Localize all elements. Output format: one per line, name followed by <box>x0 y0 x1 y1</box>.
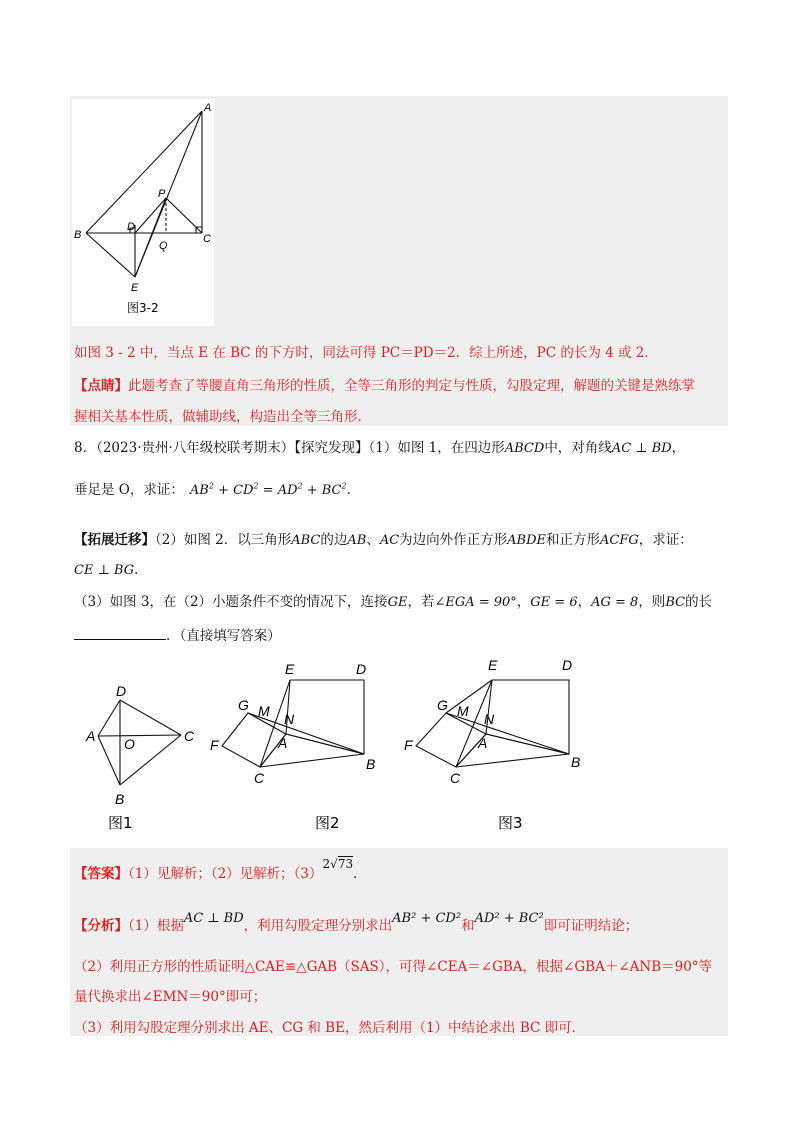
point-label-e: E <box>131 282 139 294</box>
answer-text: （1）见解析；（2）见解析；（3） <box>128 866 323 882</box>
eq-term-ab: AB <box>189 483 209 498</box>
fig2-label-c: C <box>254 770 265 786</box>
fig1-caption: 图1 <box>108 814 133 832</box>
point-label-c: C <box>203 233 211 245</box>
fig3-square-abde <box>486 680 569 754</box>
analysis-l1-c: 和 <box>461 918 475 934</box>
fig1-label-d: D <box>116 683 127 699</box>
analysis-l1-b: ，利用勾股定理分别求出 <box>243 918 393 934</box>
part3-a: （3）如图 3，在（2）小题条件不变的情况下，连接 <box>74 594 388 610</box>
equation-1: $AB^2 + CD^2 = AD^2 + BC^2$ <box>189 481 347 498</box>
point-label-a: A <box>204 102 212 114</box>
fig1-dc <box>120 700 181 735</box>
fig3-label-a: A <box>478 735 488 751</box>
square-acfg: ACFG <box>600 533 639 548</box>
dianjing-line-1 <box>74 374 695 394</box>
problem-8-mid: 中，对角线 <box>544 440 612 456</box>
dianjing-text-1: 此题考查了等腰直角三角形的性质，全等三角形的判定与性质，勾股定理，解题的关键是熟练掌 <box>128 378 695 394</box>
fig1-label-a: A <box>86 728 96 744</box>
fig1-label-c: C <box>184 728 195 744</box>
part3-e: ，则 <box>638 594 666 610</box>
ge-value: GE = 6 <box>530 595 578 610</box>
answer-radicand: 73 <box>337 857 354 871</box>
part3-d: ， <box>577 594 592 610</box>
condition-ce-perp-bg: CE ⊥ BG <box>74 563 135 578</box>
angle-ega: ∠EGA = 90° <box>434 595 517 610</box>
ext-a: （2）如图 2．以三角形 <box>155 532 292 548</box>
part3-c: ， <box>516 594 531 610</box>
side-ab: AB <box>347 533 367 548</box>
fig3-caption: 图3 <box>498 814 523 832</box>
eq-term-bc: + BC <box>302 483 342 498</box>
fig2-gb <box>248 713 364 754</box>
problem-8-line-5 <box>74 590 712 610</box>
analysis-line-1 <box>74 911 639 934</box>
fig3-triangle-abc <box>456 734 569 767</box>
line4-period: ． <box>134 562 148 578</box>
answer-line <box>74 857 367 882</box>
fig3-label-b: B <box>571 754 581 770</box>
answer-value <box>323 857 354 871</box>
dianjing-line-2: 握相关基本性质，做辅助线，构造出全等三角形． <box>74 409 371 425</box>
extension-tag: 【拓展迁移】 <box>74 532 155 548</box>
figure-1-lines <box>98 700 181 785</box>
fig2-label-a: A <box>278 735 288 751</box>
fig1-ad <box>98 700 120 736</box>
analysis-l1-d: 即可证明结论； <box>543 918 639 934</box>
point-label-p: P <box>158 188 166 200</box>
fig3-label-n: N <box>484 711 495 727</box>
ext-c: 、 <box>366 532 380 548</box>
fig2-triangle-abc <box>260 734 364 767</box>
analysis-condition: AC ⊥ BD <box>183 911 244 926</box>
ext-b: 的边 <box>320 532 348 548</box>
square-abde: ABDE <box>507 533 547 548</box>
problem-8-line-3 <box>74 528 693 548</box>
fill-instruction: ．（直接填写答案） <box>166 628 281 644</box>
fig1-ac <box>98 735 181 736</box>
fig3-label-d: D <box>562 657 573 673</box>
analysis-expr-1: AB² + CD² <box>392 911 462 926</box>
problem-8-line-6 <box>74 624 281 644</box>
fig3-label-m: M <box>457 703 469 719</box>
fig1-label-b: B <box>115 791 125 807</box>
eq-term-ad: = AD <box>258 483 298 498</box>
analysis-line-2: （2）利用正方形的性质证明△CAE≌△GAB（SAS），可得∠CEA＝∠GBA，根据∠GBA＋∠ANB＝90°等 <box>74 959 713 975</box>
segment-bc: BC <box>665 595 686 610</box>
figure-caption: 图3-2 <box>127 301 159 315</box>
ext-d: 为边向外作正方形 <box>399 532 508 548</box>
analysis-tag: 【分析】 <box>74 918 128 934</box>
point-label-d: D <box>127 221 135 233</box>
fig1-label-o: O <box>124 736 135 752</box>
figures-1-3 <box>80 652 600 842</box>
problem-8-period: ． <box>346 482 361 498</box>
problem-8-intro: 8．（2023·贵州·八年级校联考期末）【探究发现】（1）如图 1，在四边形 <box>74 440 505 456</box>
answer-tag: 【答案】 <box>74 866 128 882</box>
problem-8-line-2 <box>74 478 360 498</box>
segment-ge: GE <box>387 595 408 610</box>
fig3-label-g: G <box>437 697 448 713</box>
figure-3-2 <box>72 99 214 326</box>
answer-coefficient: 2 <box>322 857 331 871</box>
analysis-expr-2: AD² + BC² <box>474 911 544 926</box>
triangle-abc: ABC <box>291 533 321 548</box>
fig3-label-c: C <box>450 770 461 786</box>
problem-8-line-4 <box>74 558 148 578</box>
point-label-b: B <box>74 229 82 241</box>
ext-e: 和正方形 <box>546 532 601 548</box>
side-ac: AC <box>379 533 400 548</box>
answer-blank[interactable] <box>74 627 166 640</box>
ext-f: ，求证： <box>638 532 693 548</box>
solution-line-1: 如图 3 - 2 中，当点 E 在 BC 的下方时，同法可得 PC＝PD＝2．综上所述，PC 的长为 4 或 2． <box>74 345 658 361</box>
fig2-label-f: F <box>210 737 219 753</box>
fig2-label-m: M <box>258 703 270 719</box>
part3-f: 的长 <box>685 594 713 610</box>
fig2-label-d: D <box>356 661 367 677</box>
fig2-label-e: E <box>285 661 295 677</box>
fig3-label-e: E <box>488 657 498 673</box>
fig3-label-f: F <box>404 737 413 753</box>
analysis-line-3: 量代换求出∠EMN＝90°即可； <box>74 989 267 1005</box>
analysis-line-4: （3）利用勾股定理分别求出 AE、CG 和 BE，然后利用（1）中结论求出 BC 即可． <box>74 1020 586 1036</box>
analysis-l1-a: （1）根据 <box>128 918 184 934</box>
sqrt-icon: √ <box>330 857 338 871</box>
problem-8-comma: ， <box>671 440 686 456</box>
fig2-label-g: G <box>238 697 249 713</box>
answer-period: ． <box>353 866 367 882</box>
fig2-label-n: N <box>284 711 295 727</box>
fig2-caption: 图2 <box>315 814 340 832</box>
problem-8-prove-prefix: 垂足是 O，求证： <box>74 482 184 498</box>
fig2-square-abde <box>286 680 364 754</box>
dianjing-tag: 【点睛】 <box>74 378 128 394</box>
part3-b: ，若 <box>407 594 435 610</box>
point-label-q: Q <box>159 240 168 252</box>
problem-8-line-1 <box>74 436 685 456</box>
fig2-label-b: B <box>366 756 376 772</box>
fig1-ba <box>98 736 120 785</box>
condition-ac-perp-bd: AC ⊥ BD <box>611 441 672 456</box>
quad-abcd: ABCD <box>504 441 545 456</box>
ag-value: AG = 8 <box>591 595 639 610</box>
eq-term-cd: + CD <box>213 483 254 498</box>
